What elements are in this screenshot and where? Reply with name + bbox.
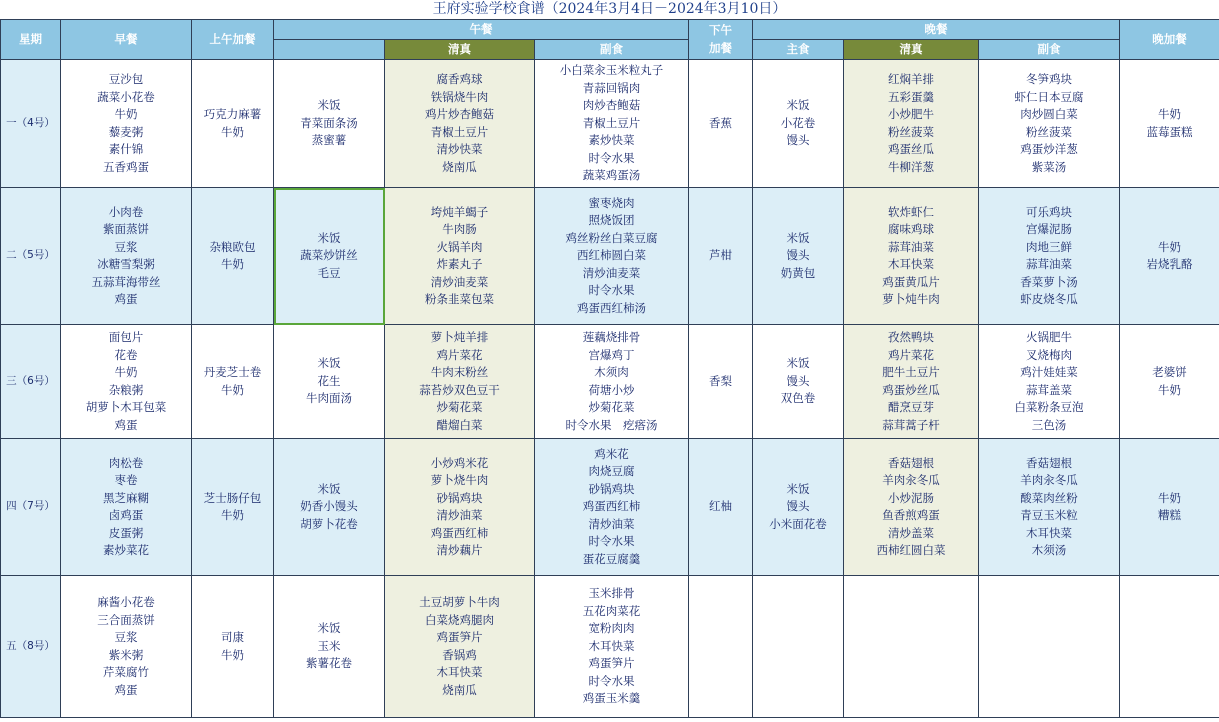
breakfast-cell[interactable] [61, 576, 192, 718]
menu-item: 青蒜回锅肉 [582, 80, 641, 95]
table-row [1, 60, 1219, 188]
menu-item: 鸡蛋 [114, 682, 138, 697]
menu-item: 肥牛土豆片 [882, 365, 940, 379]
menu-item: 清炒油菜 [436, 508, 483, 522]
menu-item: 蔬菜小花卷 [97, 89, 155, 104]
menu-item: 豆浆 [114, 630, 138, 644]
menu-item: 醋熘白菜 [436, 417, 483, 432]
table-row [1, 439, 1219, 576]
menu-item: 三合面蒸饼 [97, 612, 155, 627]
menu-item: 垮炖羊蝎子 [430, 204, 489, 219]
menu-item: 时令水果 疙瘩汤 [565, 417, 658, 432]
table-row [1, 576, 1219, 718]
dinner-side-cell[interactable] [979, 325, 1120, 439]
menu-item: 蒜苔炒双色豆干 [419, 382, 500, 397]
header-lunch-side: 副食 [535, 40, 689, 60]
menu-item: 蒜茸油菜 [1026, 257, 1072, 271]
header-dinner-main: 主食 [753, 40, 844, 60]
menu-item: 粉丝菠菜 [1026, 124, 1072, 139]
menu-item: 青豆玉米粒 [1020, 508, 1078, 522]
breakfast-cell[interactable] [61, 325, 192, 439]
menu-item: 牛奶 [1158, 239, 1181, 254]
menu-item: 豆浆 [114, 239, 138, 254]
day-label: 一（4号） [1, 60, 61, 188]
menu-item: 玉米 [317, 638, 341, 653]
pm-snack-cell[interactable] [689, 325, 753, 439]
menu-item: 木须汤 [1031, 543, 1067, 557]
menu-item: 鸡蛋炒洋葱 [1020, 142, 1078, 156]
day-label: 三（6号） [1, 325, 61, 439]
menu-item: 米饭 [317, 481, 341, 496]
lunch-halal-cell[interactable] [385, 325, 535, 439]
menu-item: 牛奶 [221, 257, 244, 271]
menu-item: 肉炒杏鲍菇 [582, 98, 641, 113]
dinner-side-cell[interactable] [979, 439, 1120, 576]
menu-item: 木耳快菜 [888, 257, 934, 271]
menu-item: 蒸蜜薯 [311, 133, 347, 148]
menu-item: 木耳快菜 [1026, 525, 1072, 540]
dinner-halal-cell[interactable] [844, 188, 979, 325]
menu-item: 双色卷 [780, 391, 816, 406]
menu-item: 卤鸡蛋 [108, 508, 144, 522]
lunch-main-cell[interactable] [274, 325, 385, 439]
menu-item: 香蕉 [709, 115, 732, 130]
menu-item: 老婆饼 [1152, 365, 1187, 379]
menu-item: 小炒泥肠 [888, 490, 934, 505]
dinner-side-cell[interactable] [979, 188, 1120, 325]
lunch-side-cell[interactable] [535, 439, 689, 576]
menu-item: 芹菜腐竹 [103, 665, 149, 679]
table-row [1, 325, 1219, 439]
menu-item: 清炒盖菜 [888, 525, 934, 540]
lunch-main-cell[interactable] [274, 576, 385, 718]
lunch-side-cell[interactable] [535, 325, 689, 439]
menu-item: 软炸虾仁 [888, 204, 934, 219]
lunch-side-cell[interactable] [535, 188, 689, 325]
lunch-side-cell[interactable] [535, 60, 689, 188]
lunch-main-cell[interactable] [274, 60, 385, 188]
menu-item: 清炒油菜 [588, 516, 635, 531]
dinner-main-cell[interactable] [753, 60, 844, 188]
menu-item: 萝卜炖牛肉 [882, 292, 940, 306]
menu-item: 司康 [221, 630, 244, 644]
menu-item: 木须肉 [594, 365, 629, 379]
menu-item: 米饭 [786, 98, 810, 113]
menu-item: 枣卷 [114, 473, 138, 487]
menu-item: 虾皮烧冬瓜 [1020, 292, 1078, 306]
menu-item: 鸡丝粉丝白菜豆腐 [565, 230, 658, 245]
lunch-main-cell[interactable] [274, 439, 385, 576]
menu-item: 鸡片菜花 [888, 347, 934, 362]
menu-item: 鸡汁娃娃菜 [1020, 365, 1078, 379]
late-snack-cell[interactable] [1120, 60, 1219, 188]
late-snack-cell[interactable] [1120, 325, 1219, 439]
dinner-halal-cell[interactable] [844, 439, 979, 576]
menu-item: 蔬菜鸡蛋汤 [582, 168, 641, 183]
header-pm-snack-text: 下午加餐 [709, 23, 732, 56]
lunch-halal-cell[interactable] [385, 60, 535, 188]
menu-item: 牛奶 [221, 382, 244, 397]
menu-item: 米饭 [317, 98, 341, 113]
menu-item: 五花肉菜花 [582, 603, 641, 618]
menu-item: 宫爆泥肠 [1026, 222, 1072, 236]
menu-item: 肉松卷 [108, 455, 144, 470]
am-snack-cell[interactable] [192, 188, 274, 325]
am-snack-cell[interactable] [192, 576, 274, 718]
menu-item: 白菜烧鸡腿肉 [425, 612, 494, 627]
menu-item: 紫薯花卷 [306, 656, 352, 671]
menu-item: 清炒油麦菜 [582, 265, 641, 280]
menu-item: 砂锅鸡块 [436, 490, 483, 505]
menu-item: 木耳快菜 [588, 638, 635, 653]
menu-item: 五彩蛋羹 [888, 89, 934, 104]
menu-item: 芝士肠仔包 [203, 490, 262, 505]
menu-item: 花生 [317, 373, 341, 388]
lunch-halal-cell[interactable] [385, 576, 535, 718]
dinner-side-cell[interactable] [979, 60, 1120, 188]
menu-item: 白菜粉条豆泡 [1014, 400, 1084, 414]
menu-item: 米饭 [317, 356, 341, 371]
menu-item: 岩烧乳酪 [1146, 257, 1193, 271]
pm-snack-cell[interactable] [689, 439, 753, 576]
menu-item: 奶黄包 [780, 265, 816, 280]
menu-item: 米饭 [786, 356, 810, 371]
header-lunch: 午餐 [274, 20, 689, 40]
dinner-side-cell[interactable] [979, 576, 1120, 718]
menu-item: 素炒快菜 [588, 133, 635, 148]
menu-item: 鸡蛋西红柿 [430, 525, 489, 540]
menu-item: 冬笋鸡块 [1026, 72, 1072, 86]
menu-item: 木耳快菜 [436, 665, 483, 679]
dinner-halal-cell[interactable] [844, 60, 979, 188]
menu-item: 烧南瓜 [442, 159, 477, 174]
menu-item: 蜜枣烧肉 [588, 195, 635, 210]
menu-item: 五蒜茸海带丝 [91, 274, 161, 289]
menu-item: 米饭 [317, 621, 341, 636]
menu-item: 皮蛋粥 [108, 525, 144, 540]
menu-item: 蔬菜炒饼丝 [300, 248, 358, 263]
header-lunch-halal: 清真 [385, 40, 535, 60]
menu-item: 牛奶 [1158, 490, 1181, 505]
menu-item: 炒菊花菜 [436, 400, 483, 414]
menu-item: 冰糖雪梨粥 [97, 257, 155, 271]
lunch-main-cell[interactable] [274, 188, 385, 325]
menu-item: 馒头 [786, 499, 810, 514]
pm-snack-cell[interactable] [689, 60, 753, 188]
menu-item: 鸡蛋笋片 [436, 630, 483, 644]
menu-item: 芦柑 [709, 248, 732, 263]
menu-item: 清炒快菜 [436, 142, 483, 156]
menu-item: 香菇翅根 [888, 455, 934, 470]
late-snack-cell[interactable] [1120, 439, 1219, 576]
menu-item: 豆沙包 [108, 72, 144, 86]
menu-item: 米饭 [786, 481, 810, 496]
menu-item: 蛋花豆腐羹 [582, 551, 641, 566]
menu-item: 荷塘小炒 [588, 382, 635, 397]
menu-item: 青椒土豆片 [582, 115, 641, 130]
table-row [1, 188, 1219, 325]
menu-item: 面包片 [108, 330, 144, 344]
header-breakfast: 早餐 [61, 20, 192, 60]
menu-item: 青菜面条汤 [300, 115, 358, 130]
menu-item: 小米面花卷 [769, 516, 827, 531]
menu-item: 牛肉末粉丝 [430, 365, 489, 379]
menu-item: 紫米粥 [108, 647, 144, 662]
menu-item: 火锅羊肉 [436, 239, 483, 254]
menu-item: 米饭 [317, 230, 341, 245]
menu-item: 鸡片炒杏鲍菇 [425, 107, 494, 121]
menu-item: 米饭 [786, 230, 810, 245]
menu-item: 毛豆 [317, 265, 341, 280]
menu-item: 牛奶 [1158, 382, 1181, 397]
menu-item: 炸素丸子 [436, 257, 483, 271]
menu-item: 时令水果 [588, 534, 635, 549]
menu-item: 红柚 [709, 499, 732, 514]
dinner-main-cell[interactable] [753, 576, 844, 718]
menu-title: 王府实验学校食谱（2024年3月4日－2024年3月10日） [432, 1, 787, 17]
menu-item: 铁锅烧牛肉 [430, 89, 489, 104]
breakfast-cell[interactable] [61, 188, 192, 325]
menu-item: 炒菊花菜 [588, 400, 635, 414]
header-lunch-main [274, 40, 385, 60]
menu-item: 馒头 [786, 373, 810, 388]
menu-item: 蒜茸蒿子杆 [882, 417, 940, 432]
menu-item: 萝卜烧牛肉 [430, 473, 489, 487]
menu-item: 素什锦 [108, 142, 144, 156]
header-late-snack: 晚加餐 [1120, 20, 1219, 60]
menu-item: 小炒肥牛 [888, 107, 934, 121]
menu-item: 鱼香煎鸡蛋 [882, 508, 940, 522]
breakfast-cell[interactable] [61, 439, 192, 576]
menu-table [0, 19, 1219, 718]
menu-item: 时令水果 [588, 283, 635, 298]
menu-item: 醋烹豆芽 [888, 400, 934, 414]
menu-item: 牛肉面汤 [306, 391, 352, 406]
late-snack-cell[interactable] [1120, 188, 1219, 325]
menu-item: 粉丝菠菜 [888, 124, 934, 139]
menu-item: 青椒土豆片 [430, 124, 489, 139]
menu-item: 牛奶 [1158, 107, 1181, 121]
menu-item: 时令水果 [588, 673, 635, 688]
lunch-halal-cell[interactable] [385, 439, 535, 576]
header-dinner: 晚餐 [753, 20, 1120, 40]
menu-item: 鸡蛋炒丝瓜 [882, 382, 940, 397]
menu-item: 时令水果 [588, 150, 635, 165]
menu-item: 小白菜汆玉米粒丸子 [559, 63, 664, 78]
header-dinner-side: 副食 [979, 40, 1120, 60]
lunch-side-cell[interactable] [535, 576, 689, 718]
breakfast-cell[interactable] [61, 60, 192, 188]
header-dinner-halal: 清真 [844, 40, 979, 60]
menu-item: 蓝莓蛋糕 [1146, 124, 1193, 139]
menu-item: 酸菜肉丝粉 [1020, 490, 1078, 505]
menu-item: 莲藕烧排骨 [582, 330, 641, 344]
pm-snack-cell[interactable] [689, 188, 753, 325]
pm-snack-cell[interactable] [689, 576, 753, 718]
header-am-snack: 上午加餐 [192, 20, 274, 60]
menu-item: 叉烧梅肉 [1026, 347, 1072, 362]
dinner-main-cell[interactable] [753, 188, 844, 325]
menu-item: 火锅肥牛 [1026, 330, 1072, 344]
menu-item: 糟糕 [1158, 508, 1181, 522]
am-snack-cell[interactable] [192, 60, 274, 188]
menu-item: 烧南瓜 [442, 682, 477, 697]
day-label: 五（8号） [1, 576, 61, 718]
menu-item: 羊肉汆冬瓜 [882, 473, 940, 487]
menu-item: 清炒藕片 [436, 543, 483, 557]
menu-item: 鸡蛋黄瓜片 [882, 274, 940, 289]
dinner-halal-cell[interactable] [844, 325, 979, 439]
menu-item: 虾仁日本豆腐 [1014, 89, 1084, 104]
menu-item: 麻酱小花卷 [97, 595, 155, 609]
menu-item: 肉烧豆腐 [588, 464, 635, 479]
menu-item: 土豆胡萝卜牛肉 [419, 595, 500, 609]
menu-item: 鸡蛋笋片 [588, 656, 635, 671]
menu-item: 肉炒圆白菜 [1020, 107, 1078, 121]
menu-item: 鸡蛋 [114, 292, 138, 306]
menu-item: 胡萝卜木耳包菜 [85, 400, 167, 414]
lunch-halal-cell[interactable] [385, 188, 535, 325]
menu-item: 杂粮欧包 [209, 239, 256, 254]
menu-item: 孜然鸭块 [888, 330, 934, 344]
menu-item: 牛奶 [114, 107, 138, 121]
dinner-halal-cell[interactable] [844, 576, 979, 718]
menu-item: 鸡蛋丝瓜 [888, 142, 934, 156]
menu-item: 红焖羊排 [888, 72, 934, 86]
menu-item: 肉地三鲜 [1026, 239, 1072, 254]
menu-item: 腐味鸡球 [888, 222, 934, 236]
menu-item: 可乐鸡块 [1026, 204, 1072, 219]
dinner-main-cell[interactable] [753, 439, 844, 576]
header-pm-snack [689, 20, 753, 60]
menu-item: 五香鸡蛋 [103, 159, 149, 174]
menu-item: 馒头 [786, 133, 810, 148]
menu-item: 玉米排骨 [588, 586, 635, 601]
menu-item: 鸡米花 [594, 446, 629, 461]
menu-item: 羊肉汆冬瓜 [1020, 473, 1078, 487]
menu-item: 宫爆鸡丁 [588, 347, 635, 362]
menu-item: 照烧饭团 [588, 213, 635, 228]
menu-item: 小花卷 [780, 115, 816, 130]
menu-item: 宽粉肉肉 [588, 621, 635, 636]
menu-item: 牛肉肠 [442, 222, 477, 236]
menu-item: 小炒鸡米花 [430, 455, 489, 470]
am-snack-cell[interactable] [192, 325, 274, 439]
day-label: 四（7号） [1, 439, 61, 576]
menu-item: 西柿红圆白菜 [876, 543, 946, 557]
menu-item: 砂锅鸡块 [588, 481, 635, 496]
dinner-main-cell[interactable] [753, 325, 844, 439]
menu-item: 牛奶 [221, 647, 244, 662]
menu-item: 牛柳洋葱 [888, 159, 934, 174]
menu-item: 奶香小馒头 [300, 499, 358, 514]
menu-item: 鸡蛋西红柿 [582, 499, 641, 514]
menu-item: 丹麦芝士卷 [203, 365, 262, 379]
menu-item: 萝卜炖羊排 [430, 330, 489, 344]
menu-item: 素炒菜花 [103, 543, 149, 557]
late-snack-cell[interactable] [1120, 576, 1219, 718]
menu-item: 粉条韭菜包菜 [425, 292, 494, 306]
menu-item: 紫面蒸饼 [103, 222, 149, 236]
menu-item: 三色汤 [1031, 417, 1067, 432]
menu-item: 小肉卷 [108, 204, 144, 219]
menu-item: 腐香鸡球 [436, 72, 483, 86]
menu-item: 鸡蛋玉米羹 [582, 691, 641, 706]
menu-item: 香梨 [709, 373, 732, 388]
menu-item: 黑芝麻糊 [103, 490, 149, 505]
day-label: 二（5号） [1, 188, 61, 325]
menu-item: 杂粮粥 [108, 382, 144, 397]
menu-item: 紫菜汤 [1031, 159, 1067, 174]
menu-body [1, 60, 1219, 718]
menu-item: 清炒油麦菜 [430, 274, 489, 289]
menu-item: 牛奶 [221, 508, 244, 522]
header-day: 星期 [1, 20, 61, 60]
menu-item: 花卷 [114, 347, 138, 362]
menu-item: 鸡蛋 [114, 417, 138, 432]
menu-item: 牛奶 [114, 365, 138, 379]
menu-item: 馒头 [786, 248, 810, 263]
menu-item: 牛奶 [221, 124, 244, 139]
menu-item: 鸡片菜花 [436, 347, 483, 362]
menu-item: 胡萝卜花卷 [300, 516, 358, 531]
menu-item: 蒜茸油菜 [888, 239, 934, 254]
menu-item: 香锅鸡 [442, 647, 477, 662]
menu-item: 藜麦粥 [108, 124, 144, 139]
menu-item: 西红柿圆白菜 [577, 248, 646, 263]
am-snack-cell[interactable] [192, 439, 274, 576]
menu-item: 香菜萝卜汤 [1020, 274, 1078, 289]
menu-item: 香菇翅根 [1026, 455, 1072, 470]
menu-item: 巧克力麻薯 [203, 107, 262, 121]
menu-item: 鸡蛋西红柿汤 [577, 300, 646, 315]
menu-item: 蒜茸盖菜 [1026, 382, 1072, 397]
